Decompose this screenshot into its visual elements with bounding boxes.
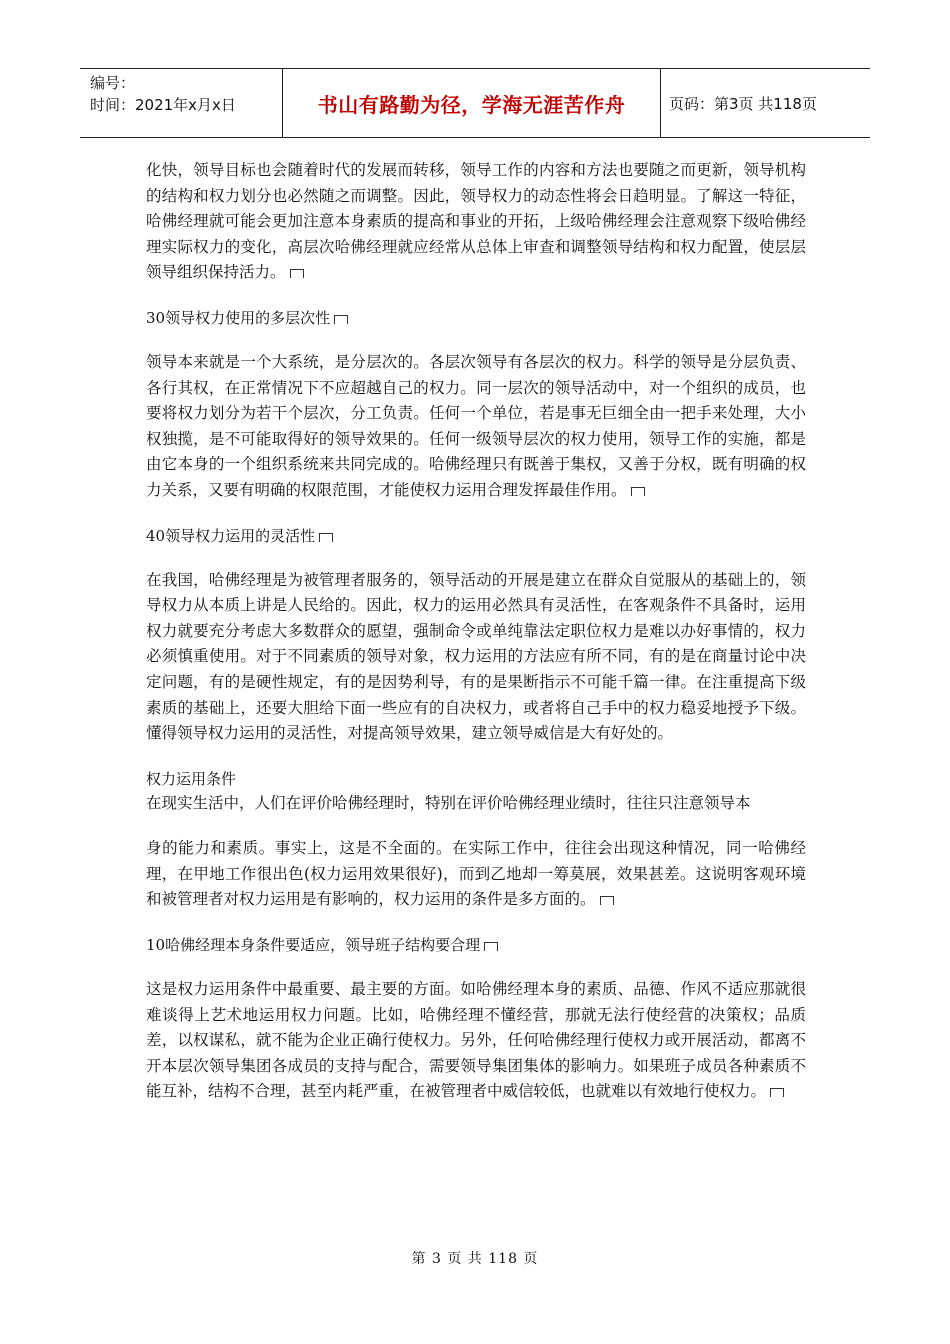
paragraph-text: 领导本来就是一个大系统，是分层次的。各层次领导有各层次的权力。科学的领导是分层负责、各行其权，在正常情况下不应超越自己的权力。同一层次的领导活动中，对一个组织的成员，也要将权力划分为若干个层次，分工负责。任何一个单位，若是事无巨细全由一把手来处理，大小权独揽，是不可能取得好的领导效果的。任何一级领导层次的权力使用，领导工作的实施，都是由它本身的一个组织系统来共同完成的。哈佛经理只有既善于集权，又善于分权，既有明确的权力关系，又要有明确的权限范围，才能使权力运用合理发挥最佳作用。: [146, 352, 806, 499]
paragraph-mark-icon: [600, 896, 614, 905]
header-page-info: [661, 69, 870, 137]
header-motto-cell: [283, 69, 661, 137]
header-meta: [80, 69, 283, 137]
paragraph: [146, 350, 806, 504]
paragraph-text: 化快，领导目标也会随着时代的发展而转移，领导工作的内容和方法也要随之而更新，领导机构的结构和权力划分也必然随之而调整。因此，领导权力的动态性将会日趋明显。了解这一特征，哈佛经理就可能会更加注意本身素质的提高和事业的开拓，上级哈佛经理会注意观察下级哈佛经理实际权力的变化，高层次哈佛经理就应经常从总体上审查和调整领导结构和权力配置，使层层领导组织保持活力。: [146, 161, 806, 282]
paragraph-mark-icon: [290, 269, 304, 278]
paragraph: [146, 977, 806, 1105]
motto-text: 书山有路勤为径，学海无涯苦作舟: [317, 92, 626, 117]
section-heading: [146, 524, 806, 548]
paragraph: [146, 158, 806, 286]
paragraph-mark-icon: [631, 487, 645, 496]
page-info-text: 页码：第3页 共118页: [669, 94, 817, 113]
paragraph-mark-icon: [770, 1088, 784, 1097]
heading-text: 30领导权力使用的多层次性: [146, 308, 331, 327]
section-heading: [146, 306, 806, 330]
paragraph: 在现实生活中，人们在评价哈佛经理时，特别在评价哈佛经理业绩时，往往只注意领导本: [146, 793, 751, 812]
heading-text: 40领导权力运用的灵活性: [146, 526, 316, 545]
code-label: 编号：: [90, 74, 136, 92]
time-label: 时间：2021年x月x日: [90, 96, 236, 114]
paragraph: [146, 568, 806, 747]
paragraph-mark-icon: [319, 533, 333, 542]
document-body: [146, 158, 806, 1105]
subsection-title: 权力运用条件: [146, 769, 237, 788]
section-heading: [146, 933, 806, 957]
heading-text: 10哈佛经理本身条件要适应，领导班子结构要合理: [146, 936, 481, 955]
page-footer: 第 3 页 共 118 页: [411, 1251, 539, 1267]
page-header: [80, 68, 870, 138]
paragraph-mark-icon: [484, 942, 498, 951]
paragraph: [146, 836, 806, 913]
paragraph-text: 这是权力运用条件中最重要、最主要的方面。如哈佛经理本身的素质、品德、作风不适应那就很难谈得上艺术地运用权力问题。比如，哈佛经理不懂经营，那就无法行使经营的决策权；品质差，以权谋私，就不能为企业正确行使权力。另外，任何哈佛经理行使权力或开展活动，都离不开本层次领导集团各成员的支持与配合，需要领导集团集体的影响力。如果班子成员各种素质不能互补，结构不合理，甚至内耗严重，在被管理者中威信较低，也就难以有效地行使权力。: [146, 980, 806, 1101]
paragraph-text: 在我国，哈佛经理是为被管理者服务的，领导活动的开展是建立在群众自觉服从的基础上的，领导权力从本质上讲是人民给的。因此，权力的运用必然具有灵活性，在客观条件不具备时，运用权力就要充分考虑大多数群众的愿望，强制命令或单纯靠法定职位权力是难以办好事情的，权力必须慎重使用。对于不同素质的领导对象，权力运用的方法应有所不同，有的是在商量讨论中决定问题，有的是硬性规定，有的是因势利导，有的是果断指示不可能千篇一律。在注重提高下级素质的基础上，还要大胆给下面一些应有的自决权力，或者将自己手中的权力稳妥地授予下级。懂得领导权力运用的灵活性，对提高领导效果，建立领导威信是大有好处的。: [146, 570, 806, 743]
paragraph-text: 身的能力和素质。事实上，这是不全面的。在实际工作中，往往会出现这种情况，同一哈佛经理，在甲地工作很出色(权力运用效果很好)，而到乙地却一筹莫展，效果甚差。这说明客观环境和被管理者对权力运用是有影响的，权力运用的条件是多方面的。: [146, 839, 806, 909]
paragraph-mark-icon: [334, 315, 348, 324]
